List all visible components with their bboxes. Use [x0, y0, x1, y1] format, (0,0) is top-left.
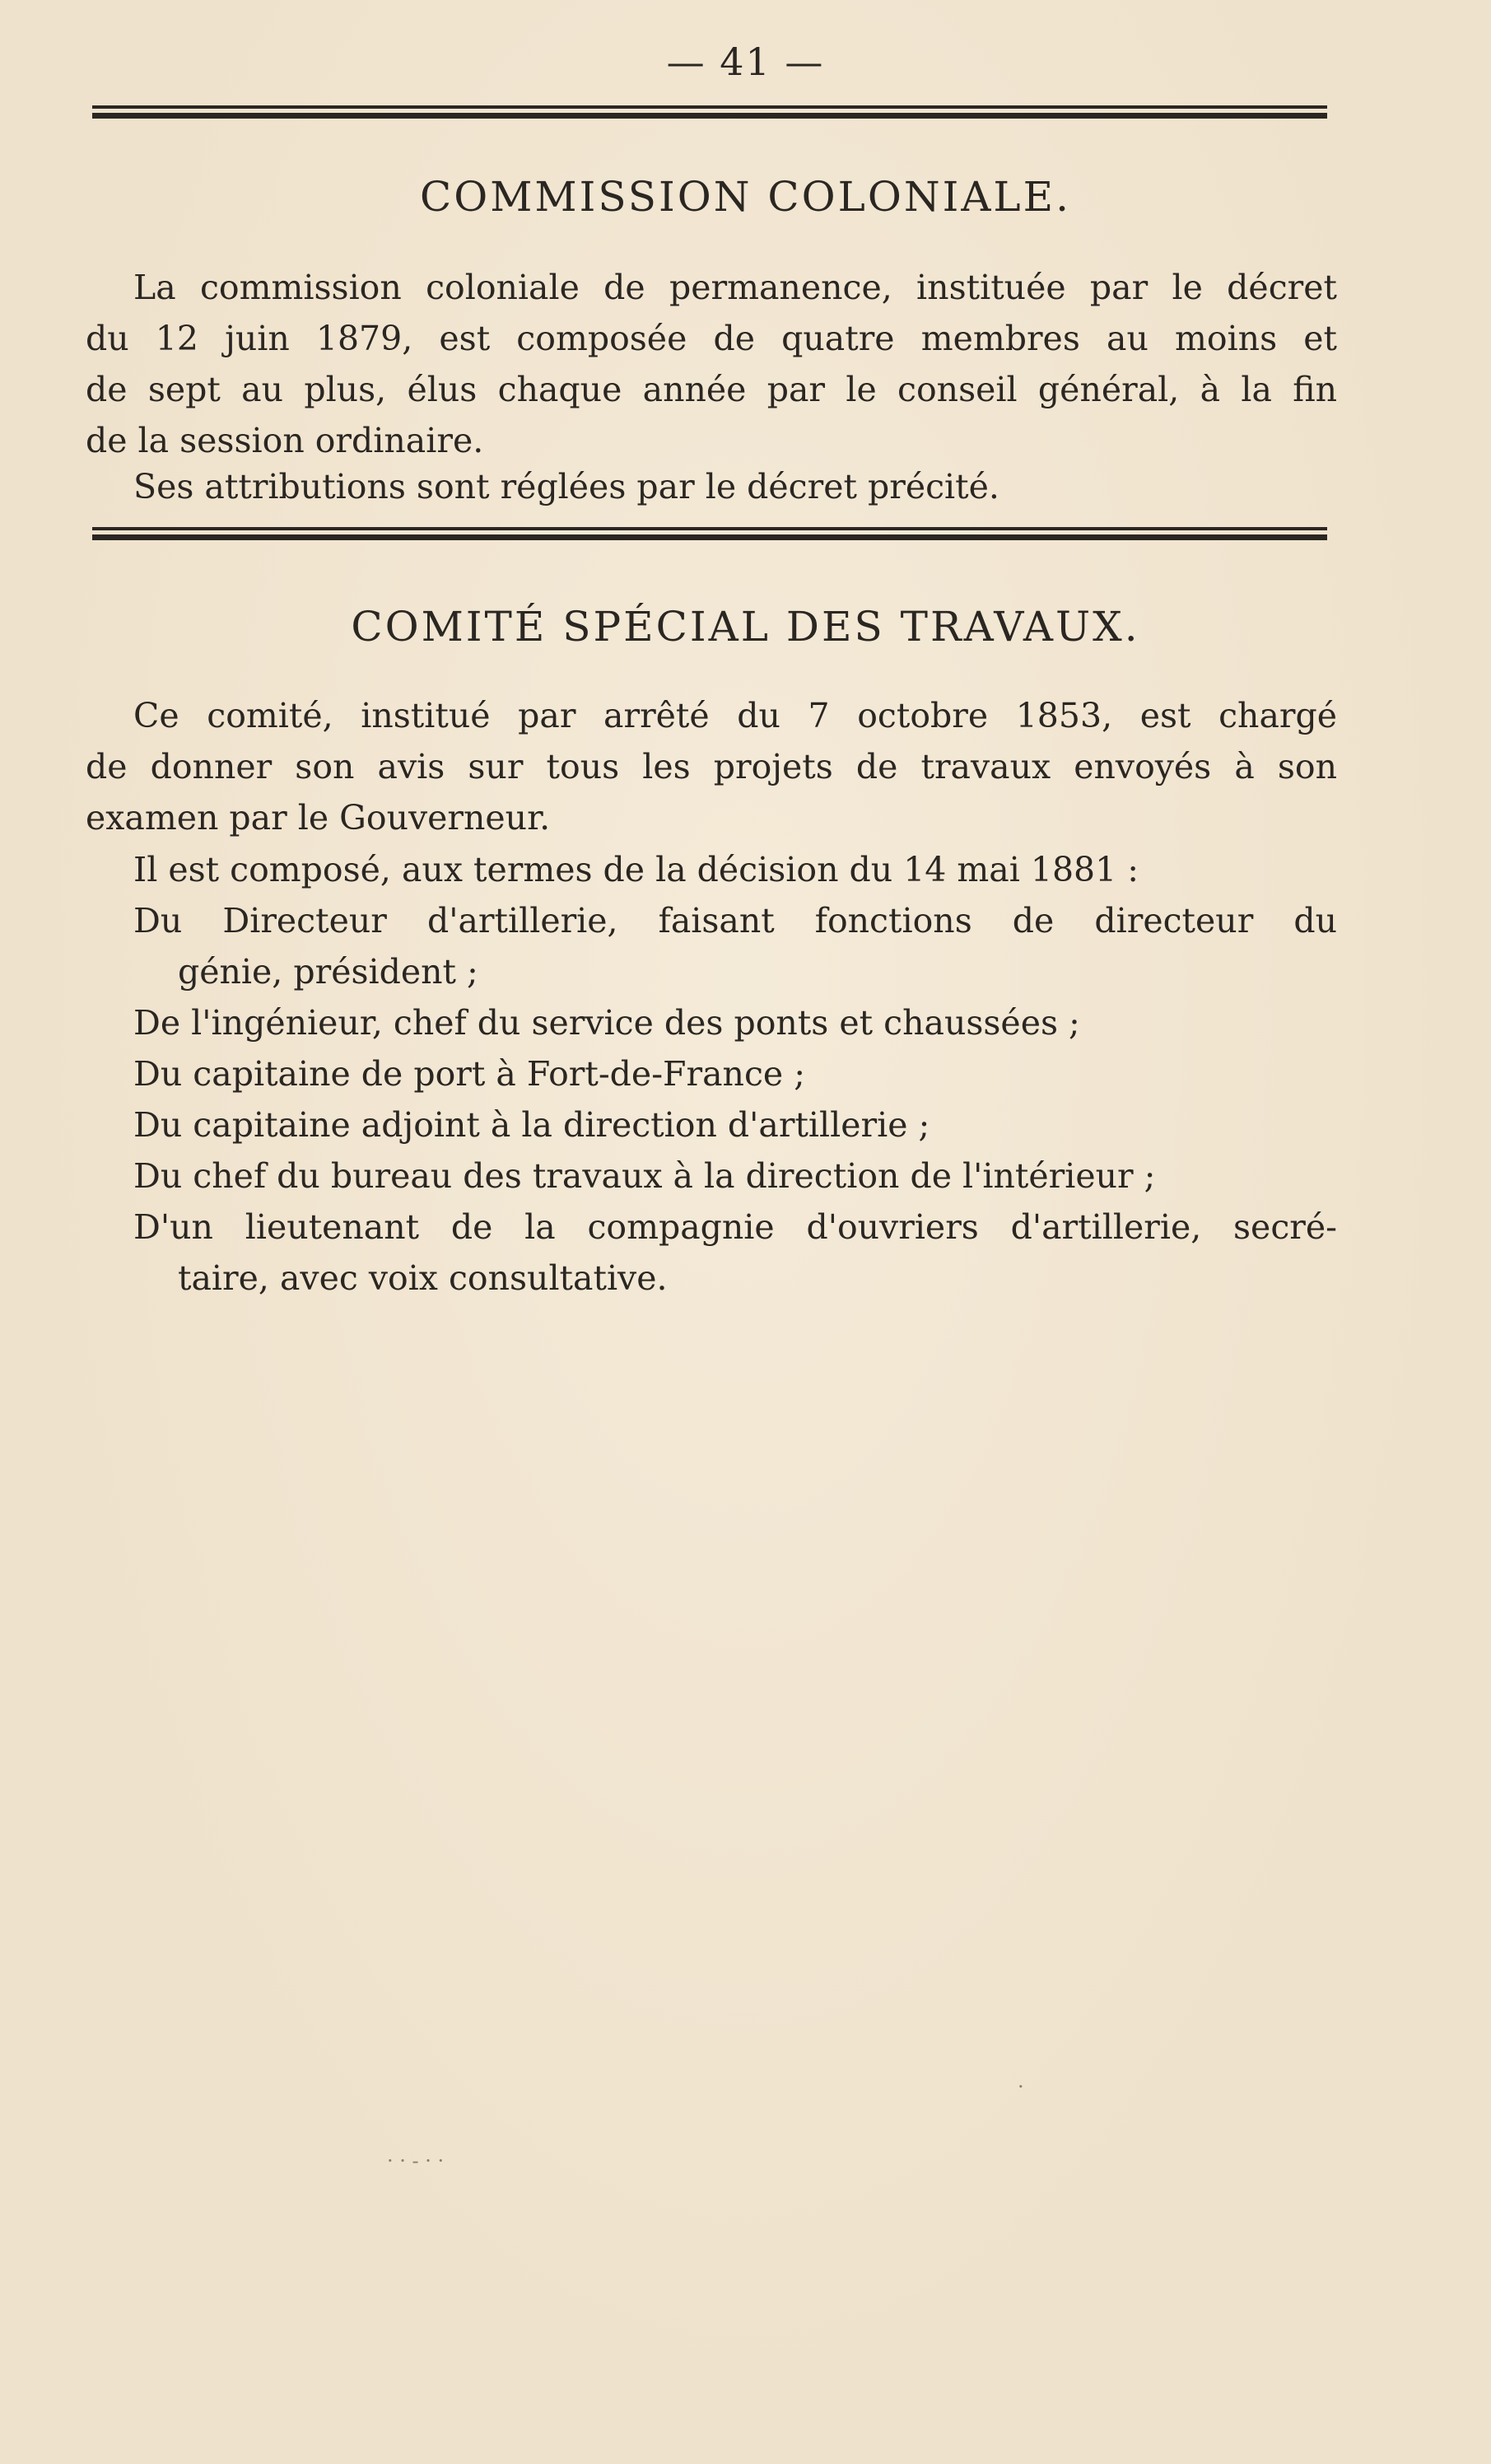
list-item-line: Du Directeur d'artillerie, faisant fonctions de directeur du	[133, 901, 1337, 940]
list-item	[86, 997, 1337, 1048]
print-smudge: ·	[1018, 2075, 1024, 2098]
list-item-line: génie, président ;	[178, 952, 478, 992]
paragraph-line: Il est composé, aux termes de la décision du 14 mai 1881 :	[133, 850, 1139, 889]
paragraph-line: de sept au plus, élus chaque année par le conseil général, à la fin	[86, 370, 1337, 409]
commission-paragraph-1	[86, 262, 1337, 466]
comite-paragraph-1	[86, 690, 1337, 843]
list-item-line: Du capitaine adjoint à la direction d'artillerie ;	[133, 1105, 930, 1145]
committee-members-list	[86, 895, 1337, 1304]
section-divider-rule	[92, 527, 1327, 540]
list-item	[86, 1048, 1337, 1099]
paragraph-line: Ce comité, institué par arrêté du 7 octobre 1853, est chargé	[133, 696, 1337, 735]
paragraph-line: La commission coloniale de permanence, instituée par le décret	[133, 268, 1337, 307]
paragraph-line: du 12 juin 1879, est composée de quatre membres au moins et	[86, 319, 1337, 358]
page-number: — 41 —	[666, 40, 825, 84]
list-item-line: Du chef du bureau des travaux à la direction de l'intérieur ;	[133, 1156, 1156, 1196]
list-item-line: taire, avec voix consultative.	[178, 1258, 668, 1298]
commission-paragraph-2	[86, 461, 1337, 512]
list-item	[86, 895, 1337, 997]
paragraph-line: de la session ordinaire.	[86, 421, 484, 460]
paragraph-line: de donner son avis sur tous les projets de travaux envoyés à son	[86, 747, 1337, 786]
comite-paragraph-2	[86, 844, 1337, 895]
list-item-line: De l'ingénieur, chef du service des ponts et chaussées ;	[133, 1003, 1080, 1043]
list-item	[86, 1202, 1337, 1304]
section-title-commission-coloniale: COMMISSION COLONIALE.	[419, 173, 1072, 221]
list-item-line: D'un lieutenant de la compagnie d'ouvriers d'artillerie, secré-	[133, 1207, 1337, 1247]
top-double-rule	[92, 105, 1327, 119]
print-smudge: · · - · ·	[387, 2149, 445, 2172]
paragraph-line: examen par le Gouverneur.	[86, 798, 551, 838]
list-item	[86, 1099, 1337, 1150]
list-item-line: Du capitaine de port à Fort-de-France ;	[133, 1054, 806, 1094]
paragraph-line: Ses attributions sont réglées par le décret précité.	[133, 467, 999, 506]
list-item	[86, 1150, 1337, 1202]
section-title-comite-special: COMITÉ SPÉCIAL DES TRAVAUX.	[351, 603, 1140, 651]
